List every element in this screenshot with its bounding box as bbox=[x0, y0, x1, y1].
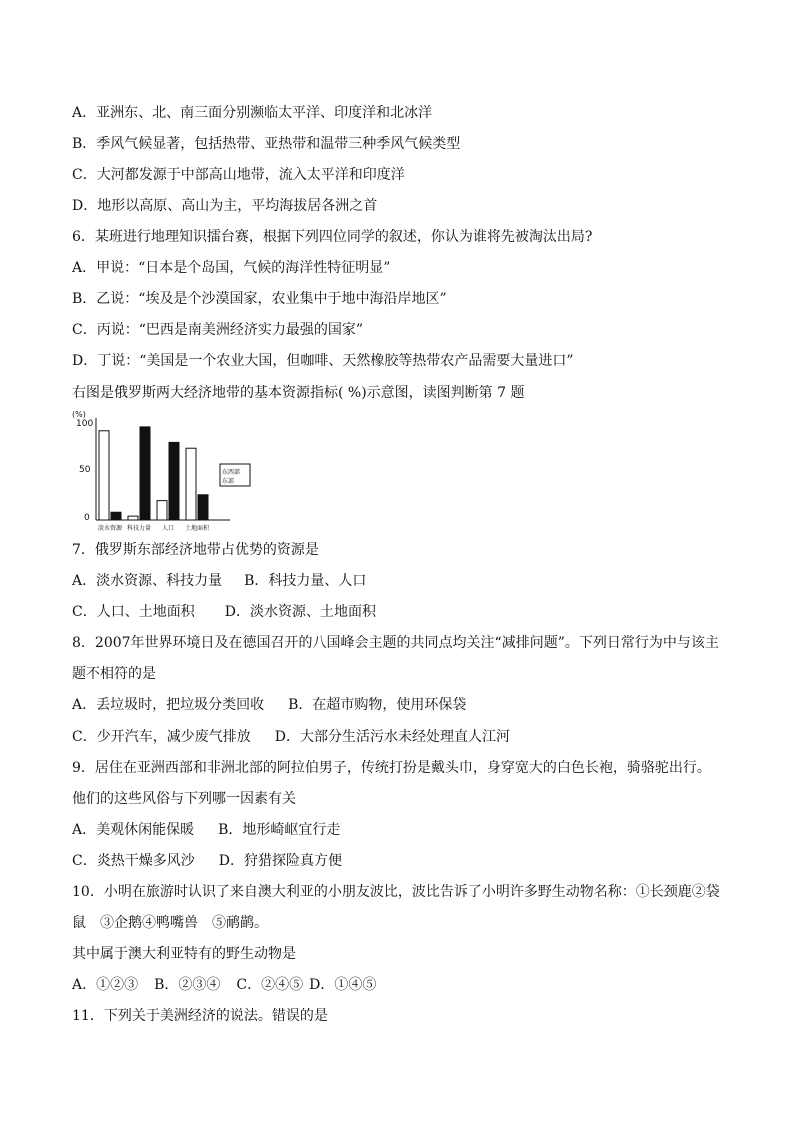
x-tick-label-2: 人口 bbox=[161, 525, 175, 532]
q10-option-c: C．②④⑤ bbox=[236, 977, 304, 993]
q11-stem: 11．下列关于美洲经济的说法。错误的是 bbox=[72, 1008, 328, 1024]
chart-svg bbox=[70, 408, 260, 536]
q6-stem: 6．某班进行地理知识擂台赛，根据下列四位同学的叙述，你认为谁将先被淘汰出局? bbox=[72, 229, 593, 245]
legend-line-2: 东部 bbox=[222, 478, 235, 485]
q7-options-row-2 bbox=[72, 602, 376, 622]
q9-options-row-1 bbox=[72, 820, 340, 840]
bar-west-1 bbox=[128, 516, 138, 520]
q7-option-a: A．淡水资源、科技力量 bbox=[72, 573, 223, 589]
q10-option-b: B．②③④ bbox=[154, 977, 221, 993]
q8-options-row-1 bbox=[72, 695, 466, 715]
bar-east-2 bbox=[169, 442, 179, 520]
q10-stem-line-1: 10．小明在旅游时认识了来自澳大利亚的小朋友波比，波比告诉了小明许多野生动物名称：①长颈鹿②袋 bbox=[72, 884, 720, 900]
q5-option-b: B．季风气候显著，包括热带、亚热带和温带三种季风气候类型 bbox=[72, 136, 461, 152]
resource-bar-chart bbox=[70, 408, 260, 536]
q8-stem-line-1: 8．2007年世界环境日及在德国召开的八国峰会主题的共同点均关注“减排问题”。下列日常行为中与该主 bbox=[72, 635, 719, 651]
q7-stem: 7．俄罗斯东部经济地带占优势的资源是 bbox=[72, 542, 319, 558]
q9-stem-line-1: 9．居住在亚洲西部和非洲北部的阿拉伯男子，传统打扮是戴头巾，身穿宽大的白色长袍，骑骆驼出行。 bbox=[72, 760, 711, 776]
bar-east-0 bbox=[111, 512, 121, 520]
q9-option-b: B．地形崎岖宜行走 bbox=[218, 822, 341, 838]
q6-option-a: A．甲说：“日本是个岛国，气候的海洋性特征明显” bbox=[72, 260, 391, 276]
q7-option-d: D．淡水资源、土地面积 bbox=[224, 604, 376, 620]
bar-west-0 bbox=[99, 431, 109, 520]
q9-option-a: A．美观休闲能保暖 bbox=[72, 822, 195, 838]
q9-options-row-2 bbox=[72, 851, 342, 871]
q7-option-b: B．科技力量、人口 bbox=[244, 573, 367, 589]
q9-option-d: D．狩猎探险真方便 bbox=[218, 853, 342, 869]
q8-option-c: C．少开汽车，减少废气排放 bbox=[72, 729, 251, 745]
q6-option-b: B．乙说：“埃及是个沙漠国家，农业集中于地中海沿岸地区” bbox=[72, 291, 447, 307]
q7-option-c: C．人口、土地面积 bbox=[72, 604, 195, 620]
y-axis-label: (%) bbox=[72, 410, 86, 419]
x-tick-label-0: 淡水资源 bbox=[97, 525, 123, 532]
bars-group bbox=[99, 427, 208, 520]
q8-option-b: B．在超市购物，使用环保袋 bbox=[288, 697, 467, 713]
q7-options-row-1 bbox=[72, 571, 366, 591]
q10-option-d: D．①④⑤ bbox=[309, 977, 377, 993]
q5-option-a: A．亚洲东、北、南三面分别濒临太平洋、印度洋和北冰洋 bbox=[72, 105, 433, 121]
bar-east-1 bbox=[140, 427, 150, 520]
q10-stem-line-2: 鼠 ③企鹅④鸭嘴兽 ⑤鸸鹋。 bbox=[72, 915, 268, 931]
q6-option-c: C．丙说：“巴西是南美洲经济实力最强的国家” bbox=[72, 322, 364, 338]
x-labels-group bbox=[98, 524, 210, 532]
q9-stem-line-2: 他们的这些风俗与下列哪一因素有关 bbox=[72, 791, 296, 807]
q8-options-row-2 bbox=[72, 727, 510, 747]
q5-option-d: D．地形以高原、高山为主，平均海拔居各洲之首 bbox=[72, 198, 378, 214]
y-tick-100: 100 bbox=[76, 419, 94, 429]
figure-intro: 右图是俄罗斯两大经济地带的基本资源指标( %)示意图，读图判断第 7 题 bbox=[72, 385, 525, 401]
q8-option-a: A．丢垃圾时，把垃圾分类回收 bbox=[72, 697, 265, 713]
q8-option-d: D．大部分生活污水未经处理直人江河 bbox=[274, 729, 510, 745]
q5-option-c: C．大河都发源于中部高山地带，流入太平洋和印度洋 bbox=[72, 167, 405, 183]
bar-west-3 bbox=[186, 448, 196, 520]
q9-option-c: C．炎热干燥多风沙 bbox=[72, 853, 195, 869]
x-tick-label-3: 土地面积 bbox=[184, 525, 210, 532]
q10-stem-line-3: 其中属于澳大利亚特有的野生动物是 bbox=[72, 946, 296, 962]
q10-options-row bbox=[72, 975, 376, 995]
bar-west-2 bbox=[157, 501, 167, 520]
q8-stem-line-2: 题不相符的是 bbox=[72, 666, 156, 682]
q10-option-a: A．①②③ bbox=[72, 977, 139, 993]
q6-option-d: D．丁说：“美国是一个农业大国，但咖啡、天然橡胶等热带农产品需要大量进口” bbox=[72, 353, 574, 369]
y-tick-50: 50 bbox=[79, 465, 91, 475]
x-tick-label-1: 科技力量 bbox=[126, 525, 152, 532]
bar-east-3 bbox=[198, 495, 208, 520]
legend-line-1: 东西部 bbox=[222, 469, 241, 476]
y-tick-0: 0 bbox=[84, 513, 90, 523]
